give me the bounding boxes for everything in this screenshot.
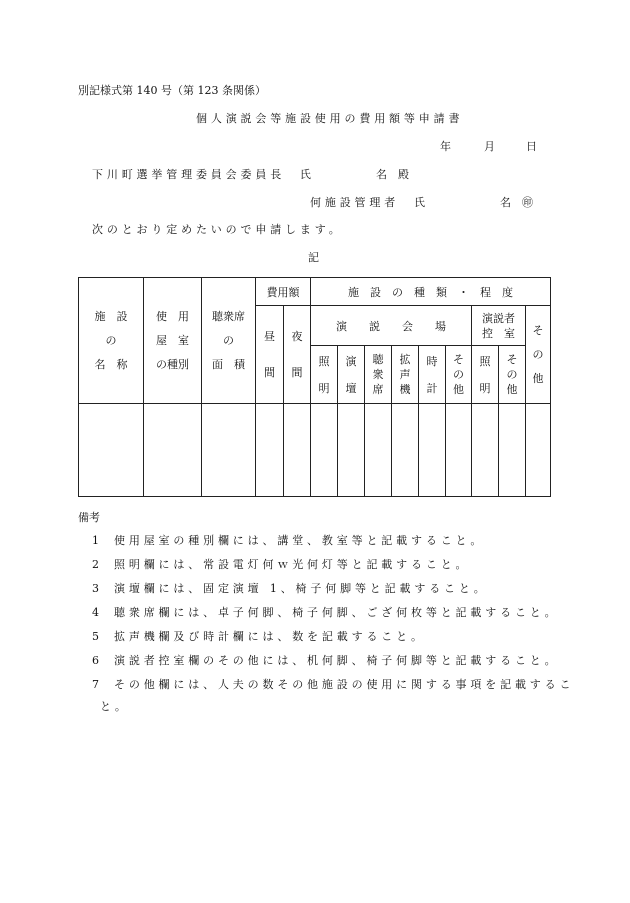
note-item: 6 演説者控室欄のその他には、机何脚、椅子何脚等と記載すること。 xyxy=(92,654,560,667)
application-table xyxy=(78,277,551,497)
note-item: 1 使用屋室の種別欄には、講堂、教室等と記載すること。 xyxy=(92,534,486,547)
date-year: 年 xyxy=(440,140,451,153)
entry-cell[interactable] xyxy=(526,404,551,497)
entry-cell[interactable] xyxy=(338,404,365,497)
col-room-type: 使 用 屋 室 の種別 xyxy=(144,278,202,404)
entry-row xyxy=(79,404,551,497)
sub-speaker-lighting: 照 明 xyxy=(472,346,499,404)
col-facility-type: 施 設 の 種 類 ・ 程 度 xyxy=(311,278,551,306)
ki-heading: 記 xyxy=(308,251,319,264)
col-audience-area: 聴衆席 の 面 積 xyxy=(202,278,256,404)
note-item-continuation: と。 xyxy=(100,700,130,713)
note-item: 7 その他欄には、人夫の数その他施設の使用に関する事項を記載するこ xyxy=(92,678,575,691)
form-reference: 別記様式第 140 号（第 123 条関係） xyxy=(78,84,266,97)
note-item: 5 拡声機欄及び時計欄には、数を記載すること。 xyxy=(92,630,426,643)
entry-cell[interactable] xyxy=(392,404,419,497)
entry-cell[interactable] xyxy=(311,404,338,497)
addressee: 下川町選挙管理委員会委員長 氏 xyxy=(92,168,315,181)
col-night: 夜 間 xyxy=(284,306,311,404)
sub-loudspeaker: 拡 声 機 xyxy=(392,346,419,404)
intro-text: 次のとおり定めたいので申請します。 xyxy=(92,223,344,236)
sub-lighting: 照 明 xyxy=(311,346,338,404)
applicant-name: 名 ㊞ xyxy=(500,196,533,209)
note-item: 4 聴衆席欄には、卓子何脚、椅子何脚、ござ何枚等と記載すること。 xyxy=(92,606,560,619)
col-cost: 費用額 xyxy=(256,278,311,306)
sub-speaker-other: そ の 他 xyxy=(499,346,526,404)
entry-cell[interactable] xyxy=(256,404,284,497)
entry-cell[interactable] xyxy=(365,404,392,497)
sub-audience-seats: 聴 衆 席 xyxy=(365,346,392,404)
note-item: 2 照明欄には、常設電灯何ｗ光何灯等と記載すること。 xyxy=(92,558,471,571)
note-item: 3 演壇欄には、固定演壇 1、椅子何脚等と記載すること。 xyxy=(92,582,489,595)
entry-cell[interactable] xyxy=(446,404,472,497)
col-facility-name: 施 設 の 名 称 xyxy=(79,278,144,404)
entry-cell[interactable] xyxy=(284,404,311,497)
entry-cell[interactable] xyxy=(144,404,202,497)
date-month: 月 xyxy=(484,140,495,153)
entry-cell[interactable] xyxy=(499,404,526,497)
sub-podium: 演 壇 xyxy=(338,346,365,404)
entry-cell[interactable] xyxy=(202,404,256,497)
applicant: 何施設管理者 氏 xyxy=(310,196,429,209)
col-venue: 演 説 会 場 xyxy=(311,306,472,346)
sub-clock: 時 計 xyxy=(419,346,446,404)
sub-venue-other: そ の 他 xyxy=(446,346,472,404)
document-title: 個人演説会等施設使用の費用額等申請書 xyxy=(196,112,464,125)
col-speaker-room: 演説者 控 室 xyxy=(472,306,526,346)
entry-cell[interactable] xyxy=(419,404,446,497)
entry-cell[interactable] xyxy=(79,404,144,497)
col-day: 昼 間 xyxy=(256,306,284,404)
date-day: 日 xyxy=(526,140,537,153)
entry-cell[interactable] xyxy=(472,404,499,497)
addressee-name: 名 殿 xyxy=(376,168,409,181)
col-other: そ の 他 xyxy=(526,306,551,404)
notes-heading: 備考 xyxy=(78,511,100,524)
